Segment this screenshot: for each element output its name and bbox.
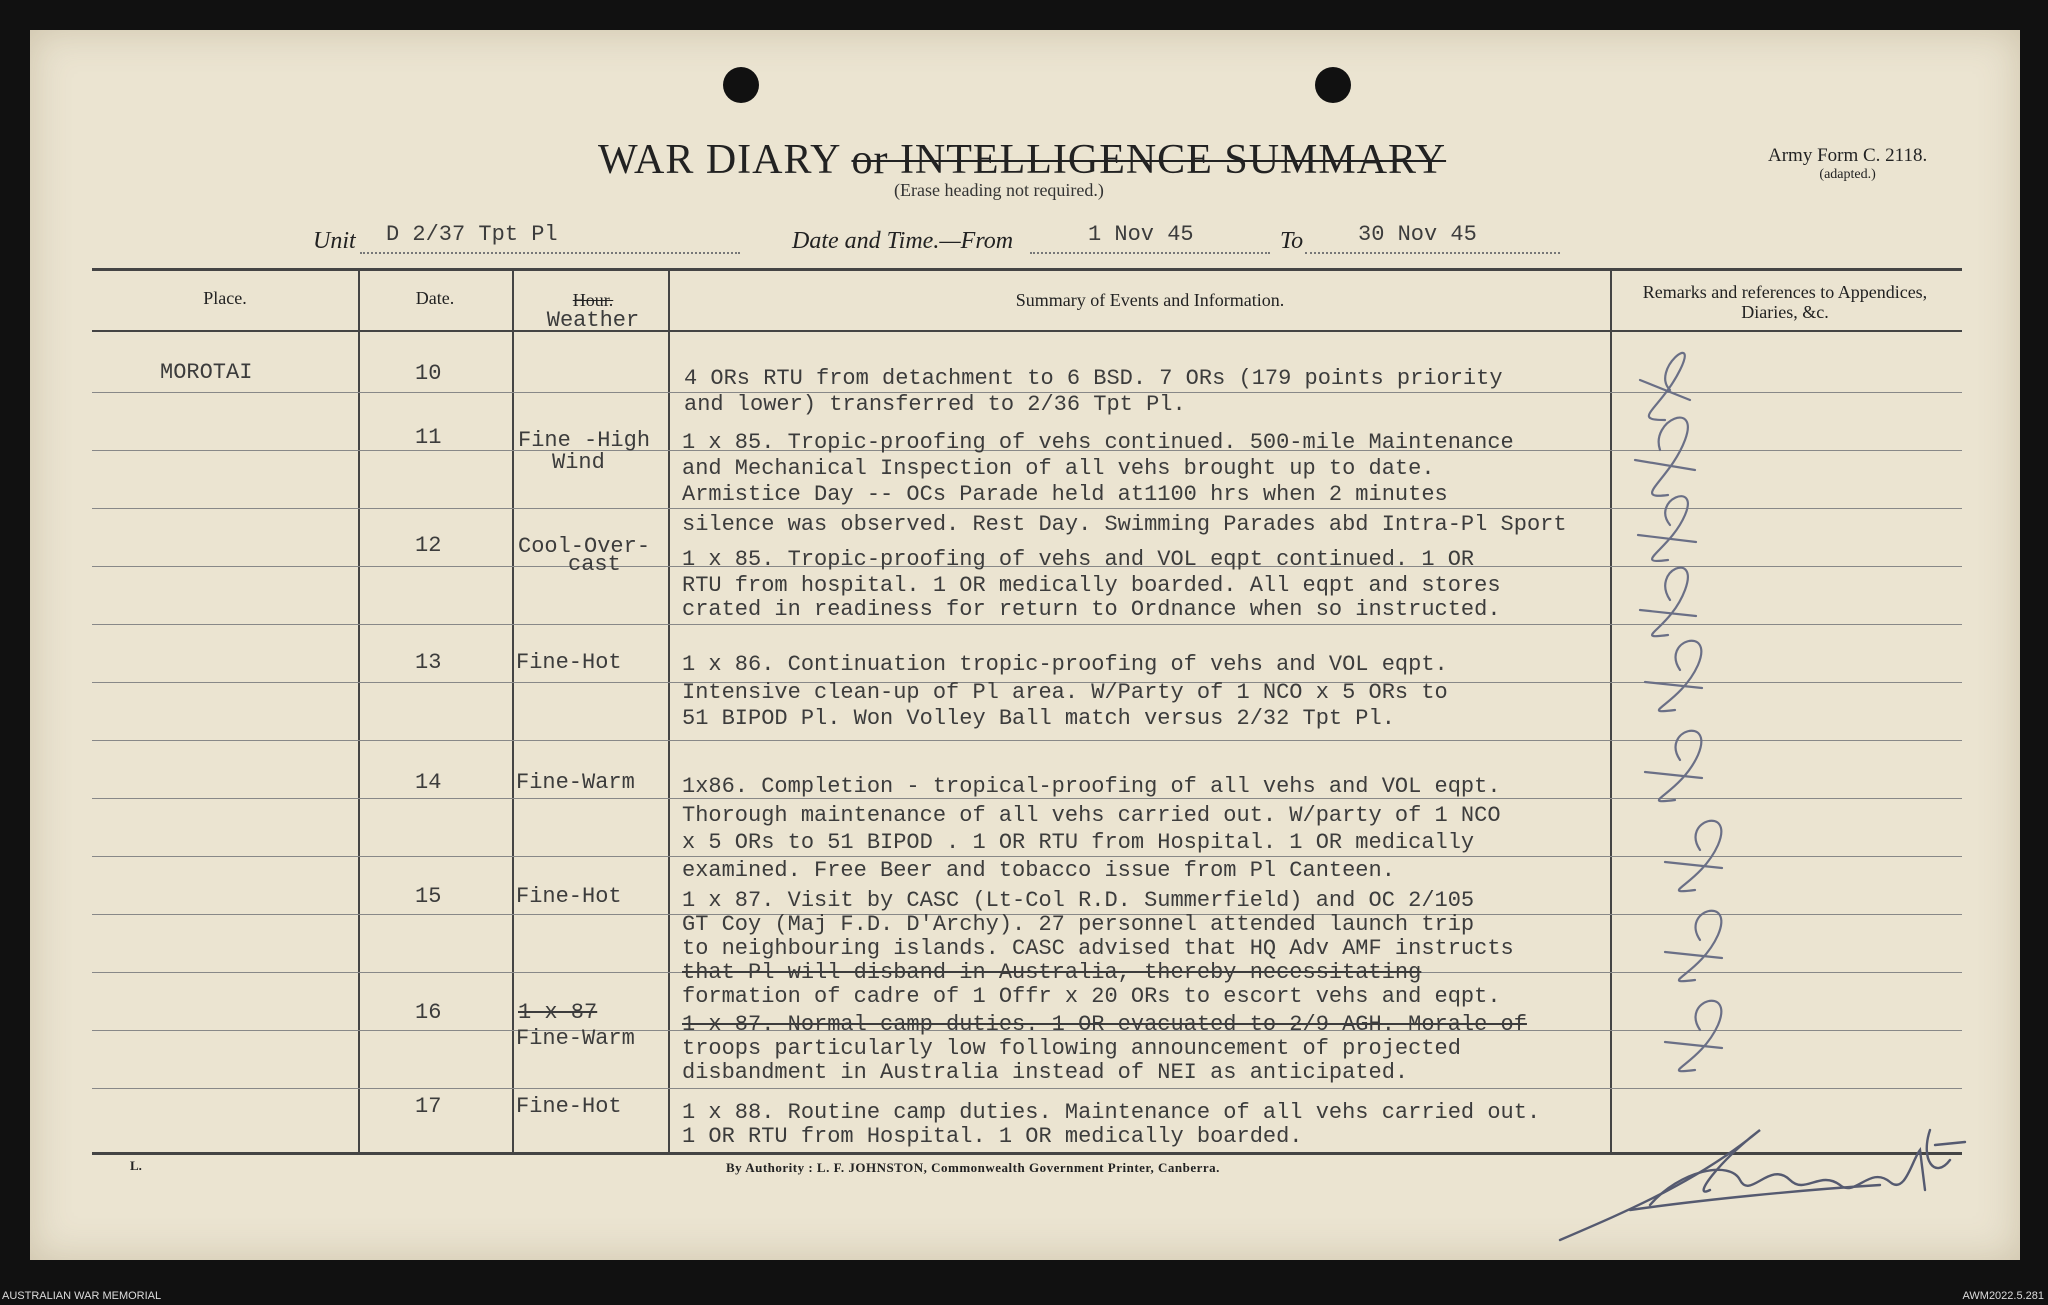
entry-date: 12 <box>415 533 442 558</box>
column-divider <box>358 268 360 1154</box>
entry-date: 15 <box>415 884 442 909</box>
punch-hole <box>723 67 759 103</box>
entry-weather: Fine-Hot <box>516 650 622 675</box>
column-header-weather-label: Weather <box>546 308 640 333</box>
archive-caption-left: AUSTRALIAN WAR MEMORIAL <box>2 1290 162 1302</box>
entry-weather: Fine-Warm <box>516 770 635 795</box>
entry-line: 1 OR RTU from Hospital. 1 OR medically boarded. <box>682 1124 1303 1149</box>
title-war-diary: WAR DIARY <box>598 137 840 183</box>
signature <box>1540 1090 1980 1260</box>
entry-weather: Cool-Over- <box>518 534 651 559</box>
date-to: 30 Nov 45 <box>1358 222 1477 247</box>
column-header-summary: Summary of Events and Information. <box>1015 290 1285 310</box>
archive-caption-right: AWM2022.5.281 <box>1962 1290 2044 1302</box>
entry-weather: Fine -High <box>518 428 651 453</box>
column-header-remarks: Remarks and references to Appendices, Diaries, &c. <box>1642 282 1928 322</box>
page-title <box>598 136 1446 184</box>
title-subtitle: (Erase heading not required.) <box>894 180 1104 200</box>
entry-date: 16 <box>415 1000 442 1025</box>
entry-weather: Wind <box>552 450 605 475</box>
entry-line: to neighbouring islands. CASC advised that HQ Adv AMF instructs <box>682 936 1514 961</box>
army-form-label: Army Form C. 2118. <box>1768 145 1928 166</box>
entry-line: disbandment in Australia instead of NEI as anticipated. <box>682 1060 1409 1085</box>
entry-line: formation of cadre of 1 Offr x 20 ORs to escort vehs and eqpt. <box>682 984 1501 1009</box>
entry-line: examined. Free Beer and tobacco issue from Pl Canteen. <box>682 858 1395 883</box>
entry-line: 1 x 85. Tropic-proofing of vehs continued. 500-mile Maintenance <box>682 430 1514 455</box>
entry-date: 17 <box>415 1094 442 1119</box>
entry-line: Armistice Day -- OCs Parade held at1100 hrs when 2 minutes <box>682 482 1448 507</box>
entry-weather: cast <box>568 552 621 577</box>
army-form-number <box>1768 145 1927 183</box>
entry-weather: Fine-Hot <box>516 1094 622 1119</box>
date-from: 1 Nov 45 <box>1088 222 1194 247</box>
entry-weather: Fine-Warm <box>516 1026 635 1051</box>
table-top-border <box>92 268 1962 271</box>
entry-line: and Mechanical Inspection of all vehs brought up to date. <box>682 456 1435 481</box>
title-struck-summary: or INTELLIGENCE SUMMARY <box>851 137 1447 183</box>
column-header-date: Date. <box>415 288 455 308</box>
entry-date: 14 <box>415 770 442 795</box>
entry-weather-struck: 1 x 87 <box>518 1000 598 1025</box>
entry-line: 1x86. Completion - tropical-proofing of all vehs and VOL eqpt. <box>682 774 1501 799</box>
unit-label: Unit <box>313 228 356 254</box>
printer-authority: By Authority : L. F. JOHNSTON, Commonwealth Government Printer, Canberra. <box>726 1160 1220 1175</box>
entry-date: 10 <box>415 361 442 386</box>
entry-line: RTU from hospital. 1 OR medically boarded. All eqpt and stores <box>682 573 1501 598</box>
column-header-place: Place. <box>203 288 247 308</box>
entry-line: 1 x 87. Visit by CASC (Lt-Col R.D. Summerfield) and OC 2/105 <box>682 888 1475 913</box>
footer-mark: L. <box>130 1158 142 1173</box>
column-header-weather <box>518 292 668 333</box>
entry-line: crated in readiness for return to Ordnance when so instructed. <box>682 597 1501 622</box>
entry-line-struck: that Pl will disband in Australia, thereby necessitating <box>682 960 1422 985</box>
entry-line: Thorough maintenance of all vehs carried out. W/party of 1 NCO <box>682 803 1501 828</box>
army-form-sub: (adapted.) <box>1819 167 1876 182</box>
column-header-hour: Hour. <box>572 290 614 310</box>
entry-line: GT Coy (Maj F.D. D'Archy). 27 personnel attended launch trip <box>682 912 1475 937</box>
to-label: To <box>1280 228 1304 254</box>
entry-line: troops particularly low following announcement of projected <box>682 1036 1461 1061</box>
entry-line: 1 x 88. Routine camp duties. Maintenance of all vehs carried out. <box>682 1100 1541 1125</box>
entry-line: 1 x 87. Normal camp duties. 1 OR evacuated to 2/9 AGH. Morale of <box>682 1012 1527 1037</box>
entry-date: 11 <box>415 425 442 450</box>
entry-line: Intensive clean-up of Pl area. W/Party of 1 NCO x 5 ORs to <box>682 680 1448 705</box>
entry-line: 1 x 85. Tropic-proofing of vehs and VOL eqpt continued. 1 OR <box>682 547 1475 572</box>
entry-date: 13 <box>415 650 442 675</box>
entry-line: 4 ORs RTU from detachment to 6 BSD. 7 ORs (179 points priority <box>684 366 1503 391</box>
entry-weather: Fine-Hot <box>516 884 622 909</box>
punch-hole <box>1315 67 1351 103</box>
column-divider <box>512 268 514 1154</box>
place-value: MOROTAI <box>160 360 253 385</box>
entry-line: and lower) transferred to 2/36 Tpt Pl. <box>684 392 1186 417</box>
column-divider <box>668 268 670 1154</box>
initials-marks <box>1590 310 1950 1190</box>
entry-line: x 5 ORs to 51 BIPOD . 1 OR RTU from Hospital. 1 OR medically <box>682 830 1475 855</box>
unit-value: D 2/37 Tpt Pl <box>386 222 558 247</box>
entry-line: silence was observed. Rest Day. Swimming Parades abd Intra-Pl Sport <box>682 512 1567 537</box>
date-time-label: Date and Time.—From <box>792 228 1014 254</box>
entry-line: 51 BIPOD Pl. Won Volley Ball match versus 2/32 Tpt Pl. <box>682 706 1395 731</box>
entry-line: 1 x 86. Continuation tropic-proofing of vehs and VOL eqpt. <box>682 652 1448 677</box>
